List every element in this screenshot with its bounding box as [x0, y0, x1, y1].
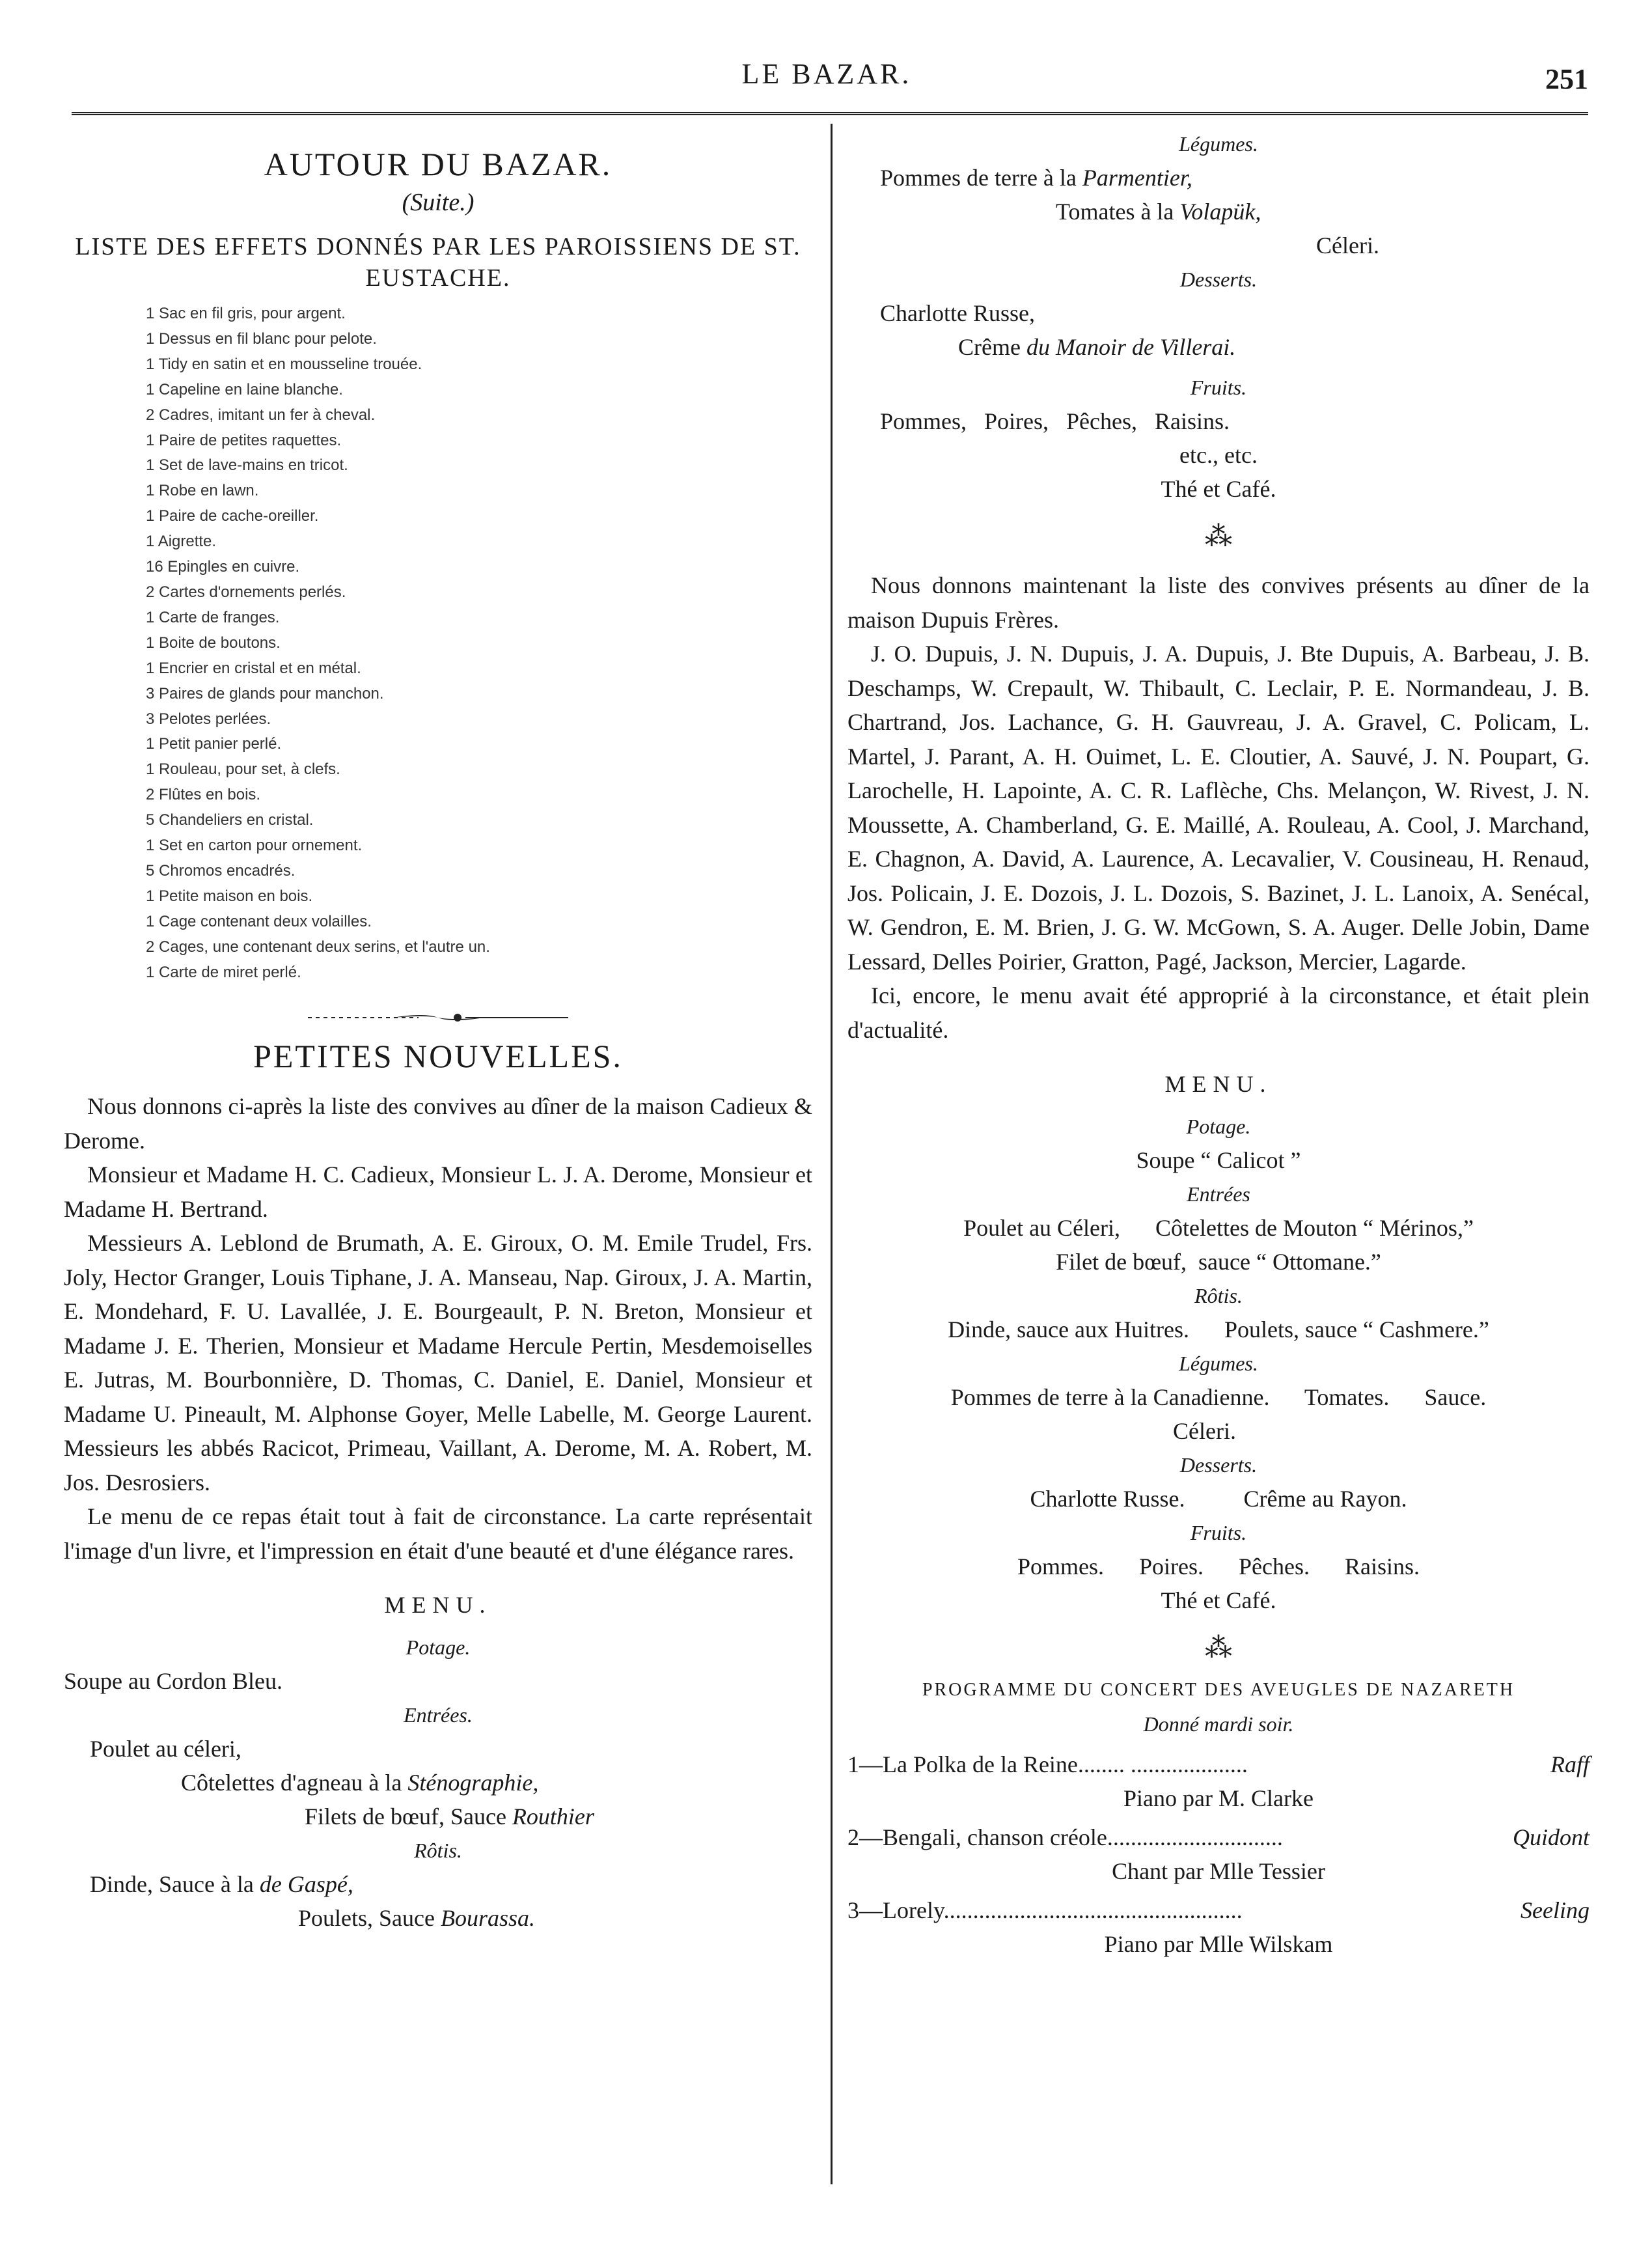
effects-list-item: 16 Epingles en cuivre. — [146, 558, 300, 576]
program-item-composer: Seeling — [1521, 1897, 1590, 1923]
program-item — [847, 1820, 1590, 1854]
effects-list-heading: LISTE DES EFFETS DONNÉS PAR LES PAROISSIENS DE ST. EUSTACHE. — [75, 233, 801, 292]
menu-heading-entrees: Entrées. — [404, 1703, 473, 1727]
effects-list-item: 2 Cartes d'ornements perlés. — [146, 583, 346, 601]
menu-item: Filets de bœuf, Sauce Routhier — [305, 1803, 594, 1830]
menu-title: MENU. — [384, 1592, 492, 1619]
effects-list-item: 1 Capeline en laine blanche. — [146, 380, 343, 398]
header-rule — [72, 112, 1588, 119]
effects-list-item: 1 Paire de cache-oreiller. — [146, 507, 319, 525]
effects-list-item: 1 Boite de boutons. — [146, 633, 281, 652]
paragraph: J. O. Dupuis, J. N. Dupuis, J. A. Dupuis, J. Bte Dupuis, A. Barbeau, J. B. Deschamps, W. Crepault, W. Thibault, C. Leclair, P. E. Normandeau, J. B. Chartrand, Jos. Lachance, G. H. Gauvreau, J. A. Gravel, C. Policam, L. Martel, J. Parant, A. H. Ouimet, L. E. Cloutier, A. Sauvé, J. N. Poupart, G. Larochelle, H. Lapointe, A. C. R. Laflèche, Chs. Melançon, W. Rivest, J. N. Moussette, A. Chamberland, G. E. Maillé, A. Rouleau, A. Cool, J. Marchand, E. Chagnon, A. David, A. Laurence, A. Lecavalier, V. Cousineau, H. Renaud, Jos. Policain, J. E. Dozois, J. L. Dozois, S. Bazinet, J. L. Lanoix, A. Senécal, W. Gendron, E. M. Brien, J. G. W. McGown, S. A. Auger. Delle Jobin, Dame Lessard, Delles Poirier, Gratton, Pagé, Jackson, Mercier, Lagarde. — [847, 641, 1590, 975]
menu-item: Pommes de terre à la Parmentier, — [880, 165, 1192, 191]
menu-item: Charlotte Russe. Crême au Rayon. — [1030, 1486, 1407, 1512]
program-item-performer: Chant par Mlle Tessier — [1112, 1858, 1325, 1884]
effects-list-item: 1 Set en carton pour ornement. — [146, 837, 363, 855]
paragraph: Ici, encore, le menu avait été approprié à la circonstance, et était plein d'actualité. — [847, 982, 1590, 1043]
program-item-performer: Piano par M. Clarke — [1123, 1785, 1314, 1811]
effects-list-item: 2 Flûtes en bois. — [146, 786, 261, 804]
paragraph: Monsieur et Madame H. C. Cadieux, Monsieur L. J. A. Derome, Monsieur et Madame H. Bertrand. — [64, 1162, 812, 1222]
effects-list-item: 1 Encrier en cristal et en métal. — [146, 659, 361, 677]
effects-list-item: 1 Cage contenant deux volailles. — [146, 912, 372, 930]
menu-item: Crême du Manoir de Villerai. — [958, 334, 1236, 360]
program-item-title: 3—Lorely................................................... — [847, 1897, 1243, 1923]
running-title: LE BAZAR. — [741, 58, 912, 90]
effects-list-item: 1 Petit panier perlé. — [146, 735, 282, 753]
effects-list-item: 1 Tidy en satin et en mousseline trouée. — [146, 355, 422, 373]
menu-item: Pommes. Poires. Pêches. Raisins. — [1017, 1553, 1420, 1579]
menu-heading-potage: Potage. — [1186, 1115, 1251, 1138]
effects-list-item: 1 Dessus en fil blanc pour pelote. — [146, 329, 377, 348]
effects-list-item: 1 Robe en lawn. — [146, 482, 259, 500]
menu-item: Tomates à la Volapük, — [1056, 199, 1261, 225]
paragraph: Le menu de ce repas était tout à fait de circonstance. La carte représentait l'image d'un livre, et l'impression en était d'une beauté et d'une élégance rares. — [64, 1503, 812, 1564]
program-item-composer: Quidont — [1512, 1824, 1590, 1850]
menu-item: Charlotte Russe, — [880, 300, 1035, 326]
paragraph: Nous donnons maintenant la liste des convives présents au dîner de la maison Dupuis Frères. — [847, 572, 1590, 633]
menu-heading-fruits: Fruits. — [1190, 376, 1247, 399]
menu-item: Poulets, Sauce Bourassa. — [298, 1905, 536, 1932]
effects-list-item: 1 Petite maison en bois. — [146, 887, 313, 905]
effects-list-item: 1 Sac en fil gris, pour argent. — [146, 305, 346, 322]
menu-item: Côtelettes d'agneau à la Sténographie, — [181, 1770, 539, 1796]
program-subtitle: Donné mardi soir. — [1143, 1712, 1294, 1736]
left-column — [64, 127, 812, 1935]
effects-list-item: 1 Carte de miret perlé. — [146, 963, 301, 981]
menu-item: Poulet au céleri, — [90, 1736, 241, 1762]
menu-item: Poulet au Céleri, Côtelettes de Mouton “ Mérinos,” — [963, 1215, 1474, 1241]
menu-heading-desserts: Desserts. — [1179, 268, 1258, 291]
menu-heading-entrees: Entrées — [1187, 1182, 1250, 1206]
section-title-autour: AUTOUR DU BAZAR. — [264, 146, 613, 182]
effects-list-item: 5 Chromos encadrés. — [146, 861, 296, 880]
menu-item: Céleri. — [1316, 232, 1379, 258]
menu-item: Céleri. — [1173, 1418, 1236, 1444]
ornament-rule-icon — [295, 1011, 581, 1024]
menu-item: Dinde, Sauce à la de Gaspé, — [90, 1871, 353, 1898]
paragraph: Nous donnons ci-après la liste des convives au dîner de la maison Cadieux & Derome. — [64, 1093, 812, 1154]
program-item-composer: Raff — [1550, 1751, 1590, 1777]
menu-item: Soupe “ Calicot ” — [1136, 1147, 1301, 1173]
program-item — [847, 1893, 1590, 1927]
menu-item: Thé et Café. — [1161, 476, 1276, 502]
section-subtitle: (Suite.) — [402, 189, 475, 216]
program-list — [847, 1747, 1590, 1961]
right-column — [847, 127, 1590, 1966]
menu-item: Pommes, Poires, Pêches, Raisins. — [880, 408, 1230, 434]
column-divider — [831, 124, 833, 2184]
effects-list-item: 5 Chandeliers en cristal. — [146, 811, 314, 829]
program-item-title: 1—La Polka de la Reine........ .................... — [847, 1751, 1248, 1777]
program-title: PROGRAMME DU CONCERT DES AVEUGLES DE NAZARETH — [922, 1680, 1515, 1700]
program-item — [847, 1747, 1590, 1781]
menu-title: MENU. — [1164, 1071, 1273, 1097]
program-item-title: 2—Bengali, chanson créole.............................. — [847, 1824, 1283, 1850]
effects-list-item: 3 Pelotes perlées. — [146, 710, 271, 728]
effects-list-item: 1 Aigrette. — [146, 533, 217, 551]
page-header — [65, 52, 1588, 117]
effects-list-item: 3 Paires de glands pour manchon. — [146, 684, 384, 703]
effects-list-item: 1 Carte de franges. — [146, 608, 280, 626]
menu-heading-rotis: Rôtis. — [1194, 1284, 1243, 1307]
menu-heading-rotis: Rôtis. — [414, 1839, 462, 1863]
section-title-petites-nouvelles: PETITES NOUVELLES. — [253, 1038, 623, 1075]
menu-item: Dinde, sauce aux Huitres. Poulets, sauce “ Cashmere.” — [948, 1316, 1489, 1343]
menu-item: etc., etc. — [1179, 442, 1258, 468]
menu-item: Thé et Café. — [1161, 1587, 1276, 1613]
effects-list — [146, 301, 812, 985]
menu-item: Filet de bœuf, sauce “ Ottomane.” — [1056, 1249, 1381, 1275]
asterism: ⁂ — [1205, 1634, 1232, 1663]
effects-list-item: 2 Cages, une contenant deux serins, et l'autre un. — [146, 938, 490, 956]
menu-heading-legumes: Légumes. — [1179, 1352, 1258, 1375]
effects-list-item: 2 Cadres, imitant un fer à cheval. — [146, 406, 376, 424]
menu-heading-potage: Potage. — [406, 1635, 471, 1660]
program-item-performer: Piano par Mlle Wilskam — [1104, 1931, 1333, 1957]
paragraph: Messieurs A. Leblond de Brumath, A. E. Giroux, O. M. Emile Trudel, Frs. Joly, Hector Granger, Louis Tiphane, J. A. Manseau, Nap. Giroux, J. A. Martin, E. Mondehard, F. U. Lavallée, J. E. Bourgeault, P. N. Breton, Monsieur et Madame J. E. Therien, Monsieur et Madame Hercule Pertin, Mesdemoiselles E. Jutras, M. Bourbonnière, D. Thomas, C. Daniel, E. Daniel, Monsieur et Madame U. Pineault, M. Alphonse Goyer, Melle Labelle, M. George Laurent. Messieurs les abbés Racicot, Primeau, Vaillant, A. Derome, M. A. Robert, M. Jos. Desrosiers. — [64, 1230, 812, 1496]
menu-item: Pommes de terre à la Canadienne. Tomates. Sauce. — [950, 1384, 1487, 1410]
effects-list-item: 1 Rouleau, pour set, à clefs. — [146, 760, 340, 779]
asterism: ⁂ — [1205, 522, 1232, 552]
menu-heading-desserts: Desserts. — [1179, 1453, 1258, 1477]
ornament-divider — [64, 1011, 812, 1024]
menu-heading-legumes: Légumes. — [1179, 132, 1258, 156]
menu-heading-fruits: Fruits. — [1190, 1521, 1247, 1544]
menu-item: Soupe au Cordon Bleu. — [64, 1668, 282, 1695]
effects-list-item: 1 Set de lave-mains en tricot. — [146, 456, 348, 475]
effects-list-item: 1 Paire de petites raquettes. — [146, 431, 342, 449]
page-number: 251 — [1545, 63, 1588, 95]
